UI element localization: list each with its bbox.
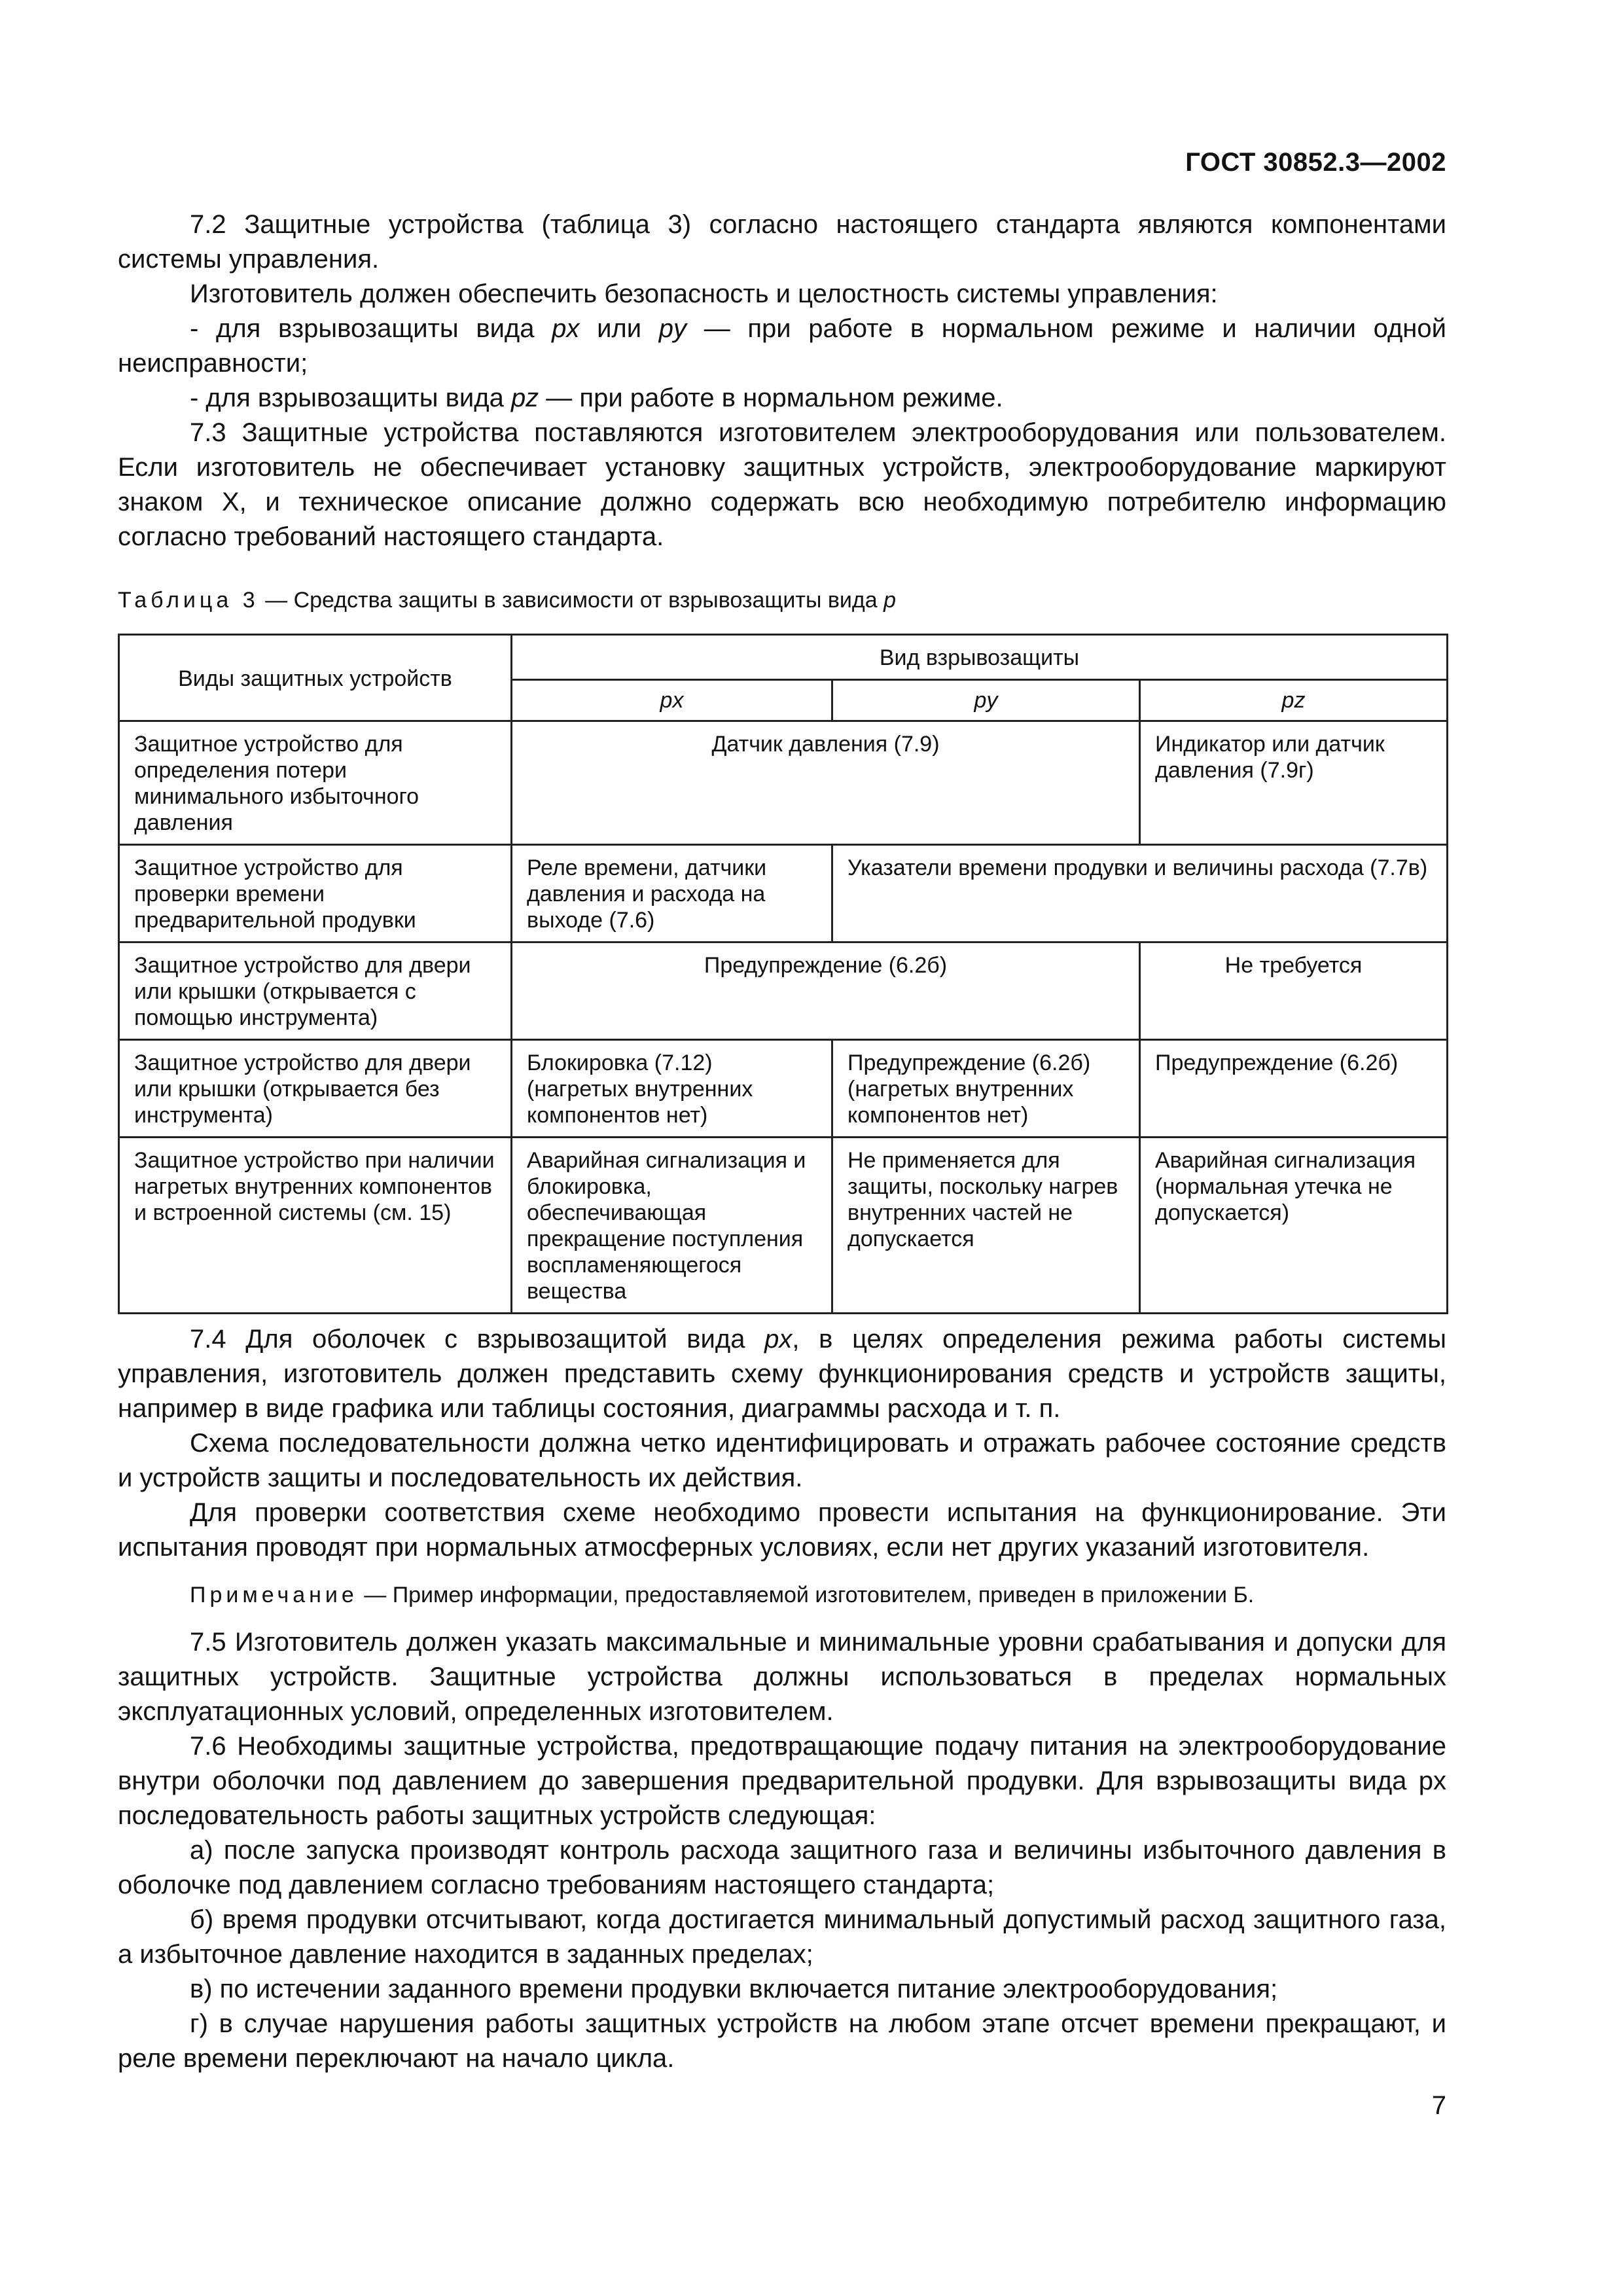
table-row — [119, 942, 1448, 1040]
paragraph-manufacturer: Изготовитель должен обеспечить безопасность и целостность системы управления: — [190, 279, 1218, 308]
paragraph-7-2: 7.2 Защитные устройства (таблица 3) согласно настоящего стандарта являются компонентами системы управления. — [118, 210, 1446, 274]
text: - для взрывозащиты вида — [190, 314, 552, 343]
header-py: py — [832, 680, 1140, 721]
text: — при работе в нормальном режиме. — [539, 384, 1003, 412]
header-protection-type: Вид взрывозащиты — [512, 635, 1448, 680]
cell-device: Защитное устройство при наличии нагретых внутренних компонентов и встроенной системы (см. 15) — [119, 1138, 512, 1314]
term-pz: pz — [510, 384, 539, 412]
table-caption — [118, 588, 896, 613]
table-row — [119, 1040, 1448, 1138]
text: 7.4 Для оболочек с взрывозащитой вида — [190, 1325, 765, 1354]
paragraph-7-4 — [118, 1322, 1446, 1426]
cell-px: Блокировка (7.12) (нагретых внутренних компонентов нет) — [512, 1040, 832, 1138]
cell-pz: Не требуется — [1140, 942, 1448, 1040]
header-device-types: Виды защитных устройств — [119, 635, 512, 721]
text: - для взрывозащиты вида — [190, 384, 511, 412]
cell-py: Предупреждение (6.2б) (нагретых внутренних компонентов нет) — [832, 1040, 1140, 1138]
cell-device: Защитное устройство для проверки времени предварительной продувки — [119, 845, 512, 942]
cell-device: Защитное устройство для двери или крышки (открывается без инструмента) — [119, 1040, 512, 1138]
text-block-bottom — [118, 1322, 1446, 2076]
text: или — [579, 314, 659, 343]
cell-px: Аварийная сигнализация и блокировка, обеспечивающая прекращение поступления воспламеняющегося вещества — [512, 1138, 832, 1314]
header-px: px — [512, 680, 832, 721]
page-number: 7 — [1431, 2091, 1446, 2120]
cell-py: Не применяется для защиты, поскольку нагрев внутренних частей не допускается — [832, 1138, 1140, 1314]
term-px: px — [552, 314, 580, 343]
cell-px-py: Датчик давления (7.9) — [512, 721, 1140, 845]
note-text: — Пример информации, предоставляемой изготовителем, приведен в приложении Б. — [357, 1583, 1255, 1607]
cell-pz: Аварийная сигнализация (нормальная утечка не допускается) — [1140, 1138, 1448, 1314]
text-block-top — [118, 207, 1446, 554]
table-caption-term: p — [883, 588, 897, 613]
paragraph-7-6: 7.6 Необходимы защитные устройства, предотвращающие подачу питания на электрооборудование внутри оболочки под давлением до завершения предварительной продувки. Для взрывозащиты вида px последовательность работы защитных устройств следующая: — [118, 1732, 1446, 1830]
list-item-pz — [118, 381, 1446, 416]
document-code: ГОСТ 30852.3—2002 — [1185, 148, 1446, 177]
cell-device: Защитное устройство для двери или крышки (открывается с помощью инструмента) — [119, 942, 512, 1040]
paragraph-testing: Для проверки соответствия схеме необходимо провести испытания на функционирование. Эти испытания проводят при нормальных атмосферных условиях, если нет других указаний изготовителя. — [118, 1498, 1446, 1562]
paragraph-7-3: 7.3 Защитные устройства поставляются изготовителем электрооборудования или пользователем. Если изготовитель не обеспечивает установку защитных устройств, электрооборудование маркируют знаком Х, и техническое описание должно содержать всю необходимую потребителю информацию согласно требований настоящего стандарта. — [118, 418, 1446, 551]
cell-device: Защитное устройство для определения потери минимального избыточного давления — [119, 721, 512, 845]
table-caption-text: — Средства защиты в зависимости от взрывозащиты вида — [259, 588, 884, 613]
table-header-row — [119, 635, 1448, 680]
cell-py-pz: Указатели времени продувки и величины расхода (7.7в) — [832, 845, 1448, 942]
protection-table — [118, 634, 1448, 1314]
cell-pz: Предупреждение (6.2б) — [1140, 1040, 1448, 1138]
list-item-v: в) по истечении заданного времени продувки включается питание электрооборудования; — [190, 1975, 1278, 2003]
list-item-g: г) в случае нарушения работы защитных устройств на любом этапе отсчет времени прекращают, и реле времени переключают на начало цикла. — [118, 2009, 1446, 2073]
cell-px: Реле времени, датчики давления и расхода на выходе (7.6) — [512, 845, 832, 942]
note-label: Примечание — [190, 1583, 358, 1607]
text: , в целях определения режима работы системы управления, изготовитель должен представить схему функционирования средств и устройств защиты, например в виде графика или таблицы состояния, диаграммы расхода и т. п. — [118, 1325, 1446, 1423]
list-item-b: б) время продувки отсчитывают, когда достигается минимальный допустимый расход защитного газа, а избыточное давление находится в заданных пределах; — [118, 1905, 1446, 1969]
cell-px-py: Предупреждение (6.2б) — [512, 942, 1140, 1040]
cell-pz: Индикатор или датчик давления (7.9г) — [1140, 721, 1448, 845]
note — [118, 1579, 1446, 1611]
list-item-px-py — [118, 312, 1446, 381]
header-pz: pz — [1140, 680, 1448, 721]
table-row — [119, 1138, 1448, 1314]
table-row — [119, 721, 1448, 845]
table-row — [119, 845, 1448, 942]
paragraph-7-5: 7.5 Изготовитель должен указать максимальные и минимальные уровни срабатывания и допуски для защитных устройств. Защитные устройства должны использоваться в пределах нормальных эксплуатационных условий, определенных изготовителем. — [118, 1628, 1446, 1726]
text: — при работе в нормальном режиме и наличии одной неисправности; — [118, 314, 1446, 378]
paragraph-sequence-scheme: Схема последовательности должна четко идентифицировать и отражать рабочее состояние средств и устройств защиты и последовательность их действия. — [118, 1429, 1446, 1492]
list-item-a: а) после запуска производят контроль расхода защитного газа и величины избыточного давления в оболочке под давлением согласно требованиям настоящего стандарта; — [118, 1836, 1446, 1899]
term-px: px — [764, 1325, 793, 1354]
term-py: py — [658, 314, 687, 343]
table-caption-label: Таблица 3 — [118, 588, 259, 613]
